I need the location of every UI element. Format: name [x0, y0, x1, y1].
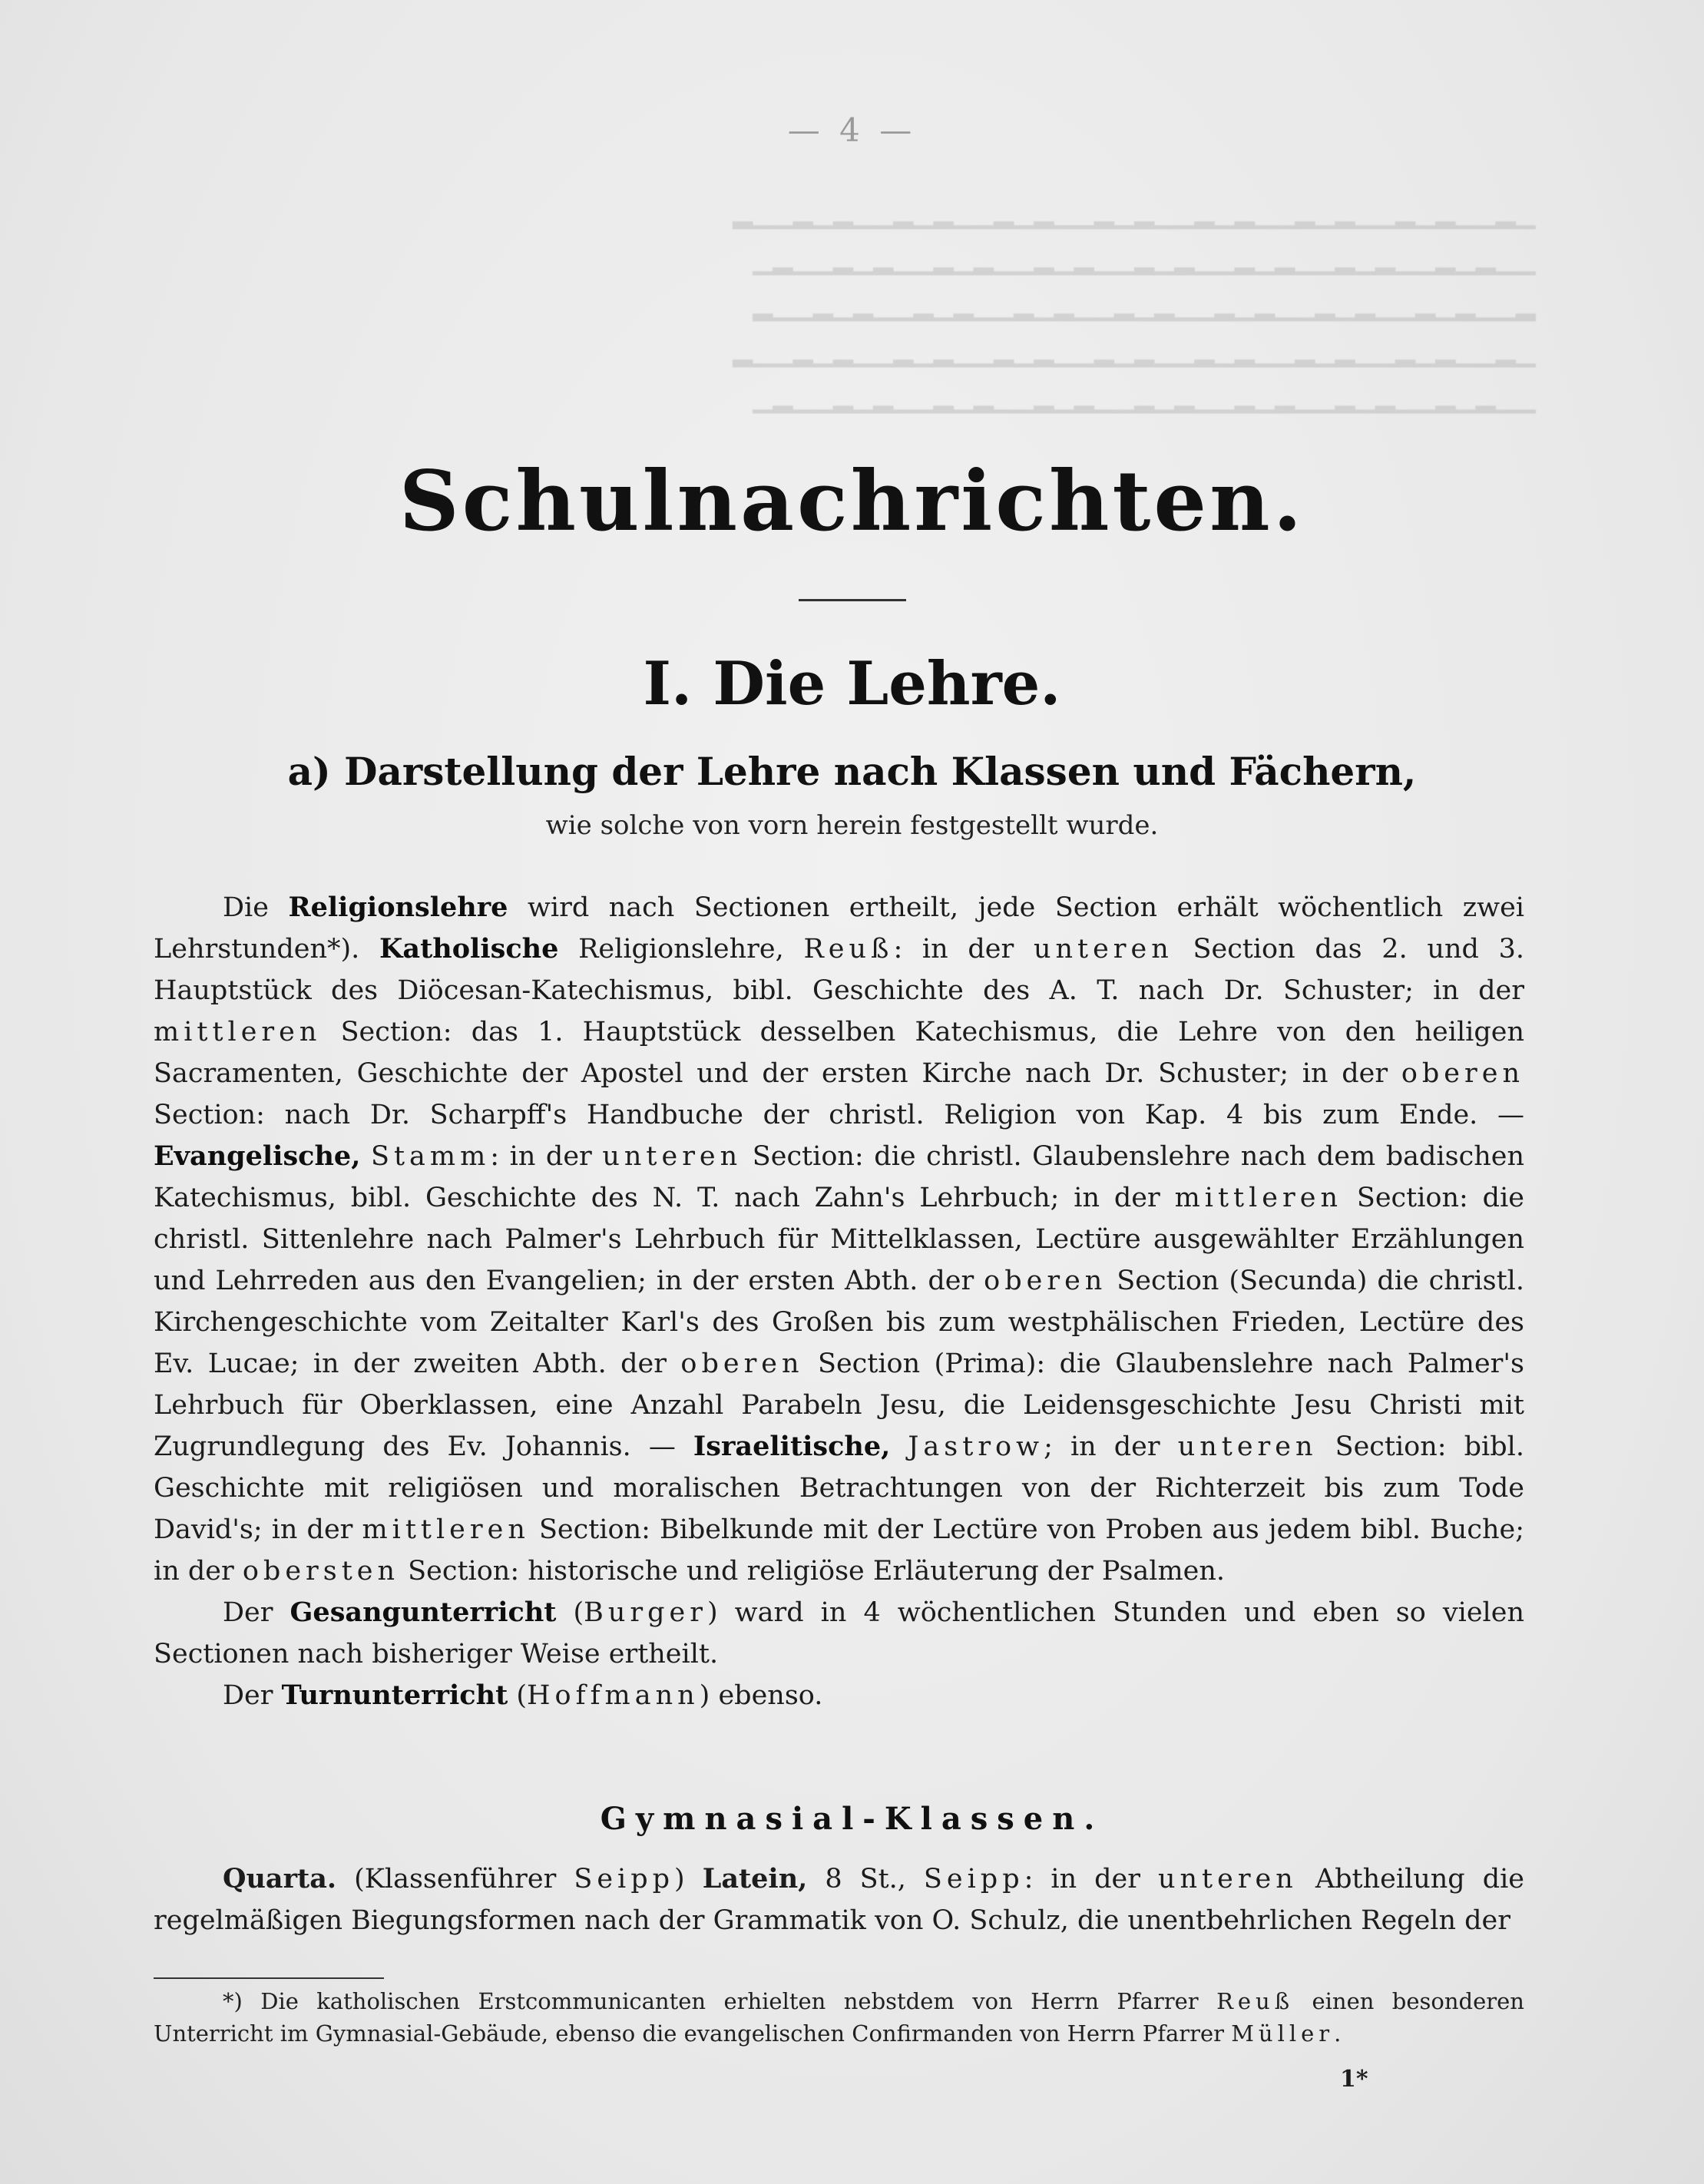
bleed-through-1: ▁▂▁▁▂▁▂▁▁▂▁▂▁▁▂▁▂▁▁▂▁▂▁▁▂▁▂▁▁▂▁▂▁▁▂▁▂▁▁▂ — [733, 199, 1536, 230]
body-text — [154, 887, 1524, 1716]
gymnastics-paragraph: Der Turnunterricht (Hoffmann) ebenso. — [223, 1679, 823, 1711]
teacher-name: Stamm — [370, 1141, 491, 1172]
quarta-paragraph: Quarta. (Klassenführer Seipp) Latein, 8 St., Seipp: in der unteren Abtheilung die regelmäßigen Biegungsformen nach der Grammatik von O. Schulz, die unentbehrlichen Regeln der — [154, 1863, 1524, 1936]
footnote-name: Müller — [1231, 2020, 1335, 2047]
catholic-term: Katholische — [379, 933, 559, 965]
teacher-name: Reuß — [803, 934, 894, 965]
teacher-name: Hoffmann — [527, 1680, 700, 1711]
subsection-note: wie solche von vorn herein festgestellt wurde. — [545, 810, 1159, 841]
singing-term: Gesangunterricht — [290, 1597, 557, 1628]
teacher-name: Jastrow — [908, 1431, 1044, 1462]
title-rule — [799, 599, 906, 601]
teacher-name: Burger — [584, 1597, 707, 1628]
bleed-through-4: ▁▂▁▁▂▁▂▁▁▂▁▂▁▁▂▁▂▁▁▂▁▂▁▁▂▁▂▁▁▂▁▂▁▁▂▁▂▁▁▂ — [733, 337, 1536, 368]
bleed-through-5: ▁▁▂▁▂▁▁▂▁▂▁▁▂▁▂▁▁▂▁▂▁▁▂▁▂▁▁▂▁▂▁▁▂▁▂▁▁▂▁ — [753, 383, 1536, 414]
page-number-bottom: 1* — [1340, 2066, 1368, 2093]
section-title: I. Die Lehre. — [643, 649, 1061, 719]
religion-term: Religionslehre — [288, 892, 508, 923]
page-number-top: — 4 — — [787, 111, 917, 149]
religion-paragraph: Die Religionslehre wird nach Sectionen ertheilt, jede Section erhält wöchentlich zwei Lehrstunden*). Katholische Religionslehre, Reuß: in der unteren Section das 2. und 3. Hauptstück des Diöcesan-Katechismus, bibl. Geschichte des A. T. nach Dr. Schuster; in der mittleren Section: das 1. Hauptstück desselben Katechismus, die Lehre von den heiligen Sacramenten, Geschichte der Apostel und der ersten Kirche nach Dr. Schuster; in der oberen Section: nach Dr. Scharpff's Handbuche der christl. Religion von Kap. 4 bis zum Ende. — Evangelische, Stamm: in der unteren Section: die christl. Glaubenslehre nach dem badischen Katechismus, bibl. Geschichte des N. T. nach Zahn's Lehrbuch; in der mittleren Section: die christl. Sittenlehre nach Palmer's Lehrbuch für Mittelklassen, Lectüre ausgewählter Erzählungen und Lehrreden aus den Evangelien; in der ersten Abth. der oberen Section (Secunda) die christl. Kirchengeschichte vom Zeitalter Karl's des Großen bis zum westphälischen Frieden, Lectüre des Ev. Lucae; in der zweiten Abth. der oberen Section (Prima): die Glaubenslehre nach Palmer's Lehrbuch für Oberklassen, eine Anzahl Parabeln Jesu, die Leidensgeschichte Jesu Christi mit Zugrundlegung des Ev. Johannis. — Israelitische, Jastrow; in der unteren Section: bibl. Geschichte mit religiösen und moralischen Betrachtungen von der Richterzeit bis zum Tode David's; in der mittleren Section: Bibelkunde mit der Lectüre von Proben aus jedem bibl. Buche; in der obersten Section: historische und religiöse Erläuterung der Psalmen. — [154, 892, 1524, 1587]
quarta-term: Quarta. — [223, 1863, 337, 1894]
gymnastics-term: Turnunterricht — [281, 1679, 508, 1711]
teacher-name: Seipp — [923, 1864, 1024, 1894]
singing-paragraph: Der Gesangunterricht (Burger) ward in 4 wöchentlichen Stunden und eben so vielen Sectionen nach bisheriger Weise ertheilt. — [154, 1597, 1524, 1669]
evangelical-term: Evangelische, — [154, 1140, 361, 1172]
main-title: Schulnachrichten. — [399, 453, 1305, 550]
footnote-name: Reuß — [1216, 1988, 1295, 2014]
subsection-title: a) Darstellung der Lehre nach Klassen und Fächern, — [287, 749, 1417, 794]
footnote-rule — [154, 1977, 384, 1979]
bleed-through-3: ▂▁▁▂▁▂▁▁▂▁▂▁▁▂▁▂▁▁▂▁▂▁▁▂▁▂▁▁▂▁▂▁▁▂▁▂▁▁▂ — [753, 291, 1536, 322]
israelite-term: Israelitische, — [693, 1431, 891, 1462]
teacher-name: Seipp — [574, 1864, 675, 1894]
subject-term: Latein, — [702, 1863, 808, 1894]
footnote: *) Die katholischen Erstcommunicanten erhielten nebstdem von Herrn Pfarrer Reuß einen besonderen Unterricht im Gymnasial-Gebäude, ebenso die evangelischen Confirmanden von Herrn Pfarrer Müller. — [154, 1988, 1524, 2047]
gymnasial-heading: Gymnasial-Klassen. — [600, 1801, 1104, 1837]
bleed-through-2: ▁▁▂▁▂▁▁▂▁▂▁▁▂▁▂▁▁▂▁▂▁▁▂▁▂▁▁▂▁▂▁▁▂▁▂▁▁▂▁ — [753, 245, 1536, 276]
